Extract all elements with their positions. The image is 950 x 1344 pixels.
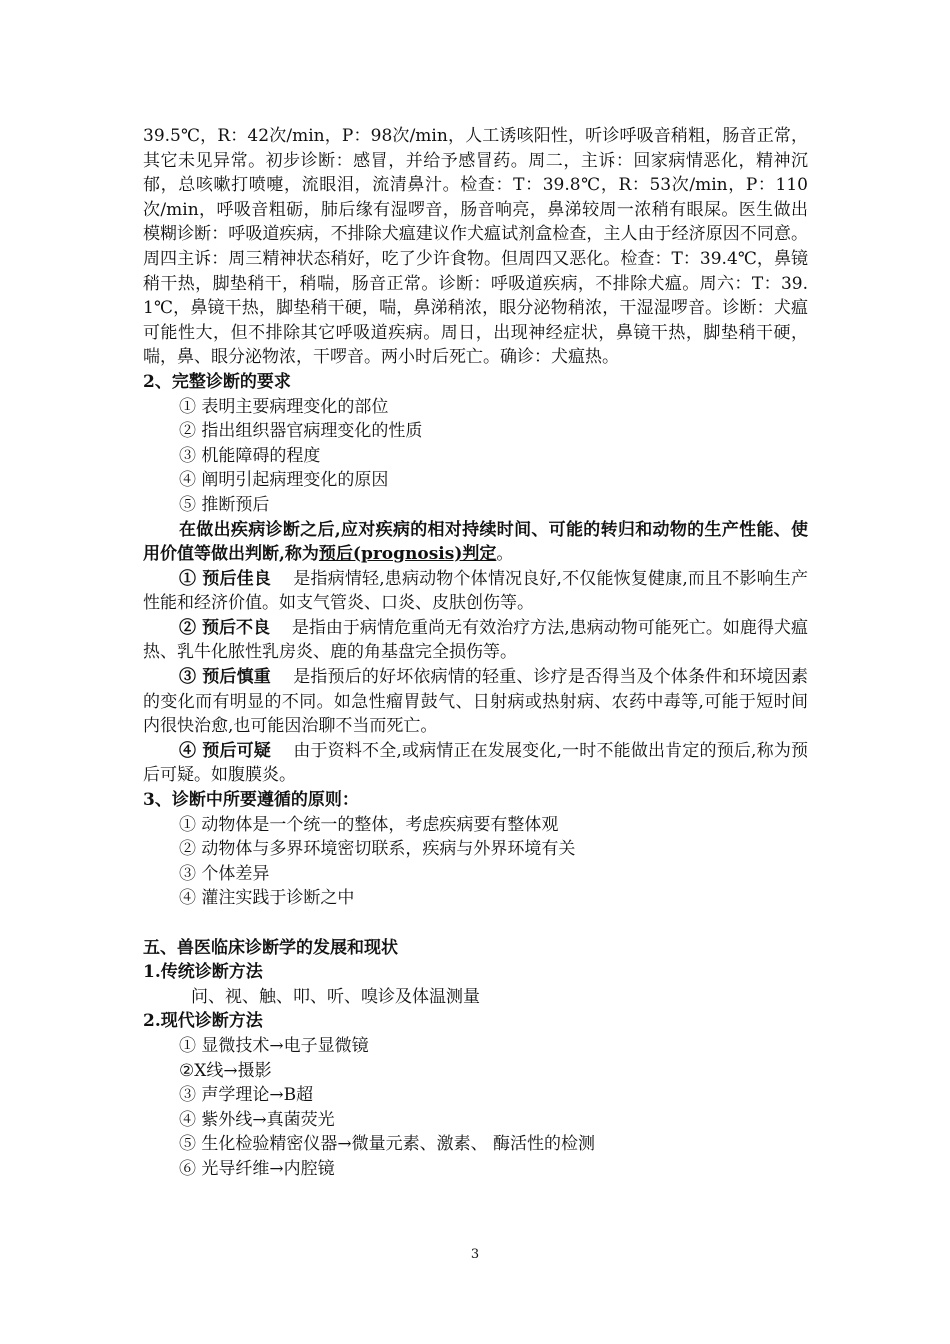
prognosis-type-1: [143, 567, 808, 616]
requirement-item-1: ① 表明主要病理变化的部位: [179, 396, 389, 417]
prognosis-type-label: ① 预后佳良: [179, 568, 271, 589]
modern-method-5: ⑤ 生化检验精密仪器→微量元素、激素、 酶活性的检测: [179, 1134, 596, 1155]
modern-method-4: ④ 紫外线→真菌荧光: [179, 1109, 335, 1130]
prognosis-type-text: 是指由于病情危重尚无有效治疗方法,患病动物可能死亡。如鹿得犬瘟热、乳牛化脓性乳房炎、鹿的角基盘完全损伤等。: [143, 617, 809, 663]
modern-method-6: ⑥ 光导纤维→内腔镜: [179, 1158, 335, 1179]
section-3-heading: 3、诊断中所要遵循的原则：: [143, 790, 359, 811]
principle-item-1: ① 动物体是一个统一的整体，考虑疾病要有整体观: [179, 814, 559, 835]
traditional-methods-heading: 1.传统诊断方法: [143, 962, 263, 983]
prognosis-type-text: 是指预后的好坏依病情的轻重、诊疗是否得当及个体条件和环境因素的变化而有明显的不同。如急性瘤胃鼓气、日射病或热射病、农药中毒等,可能于短时间内很快治愈,也可能因治聊不当而死亡。: [143, 667, 809, 737]
principle-item-3: ③ 个体差异: [179, 863, 270, 884]
modern-method-3: ③ 声学理论→B超: [179, 1085, 314, 1106]
requirement-item-5: ⑤ 推断预后: [179, 494, 270, 515]
prognosis-type-label: ③ 预后慎重: [179, 667, 271, 688]
prognosis-term: 预后(prognosis)判定: [318, 544, 497, 565]
prognosis-type-text: 由于资料不全,或病情正在发展变化,一时不能做出肯定的预后,称为预后可疑。如腹膜炎。: [143, 740, 808, 786]
principle-item-2: ② 动物体与多界环境密切联系，疾病与外界环境有关: [179, 839, 576, 860]
traditional-methods-text: 问、视、触、叩、听、嗅诊及体温测量: [191, 986, 480, 1007]
requirement-item-2: ② 指出组织器官病理变化的性质: [179, 421, 423, 442]
prognosis-definition-text: 在做出疾病诊断之后,应对疾病的相对持续时间、可能的转归和动物的生产性能、使用价值等做出判断,称为: [143, 519, 808, 565]
page-content: [143, 124, 808, 1182]
principle-item-4: ④ 灌注实践于诊断之中: [179, 888, 355, 909]
requirement-item-3: ③ 机能障碍的程度: [179, 445, 321, 466]
prognosis-type-2: [143, 616, 808, 665]
prognosis-type-3: [143, 665, 808, 739]
requirement-item-4: ④ 阐明引起病理变化的原因: [179, 470, 389, 491]
blank-line: [143, 911, 808, 936]
modern-method-1: ① 显微技术→电子显微镜: [179, 1035, 369, 1056]
prognosis-type-label: ④ 预后可疑: [179, 740, 271, 761]
modern-methods-heading: 2.现代诊断方法: [143, 1011, 263, 1032]
modern-method-2: ②X线→摄影: [179, 1060, 272, 1081]
prognosis-type-4: [143, 739, 808, 788]
prognosis-type-text: 是指病情轻,患病动物个体情况良好,不仅能恢复健康,而且不影响生产性能和经济价值。如支气管炎、口炎、皮肤创伤等。: [143, 568, 808, 614]
case-paragraph: 39.5℃，R：42次/min，P：98次/min，人工诱咳阳性，听诊呼吸音稍粗，肠音正常，其它未见异常。初步诊断：感冒，并给予感冒药。周二，主诉：回家病情恶化，精神沉郁，总咳嗽打喷嚏，流眼泪，流清鼻汁。检查：T：39.8℃，R：53次/min，P：110次/min，呼吸音粗砺，肺后缘有湿啰音，肠音响亮，鼻涕较周一浓稍有眼屎。医生做出模糊诊断：呼吸道疾病，不排除犬瘟建议作犬瘟试剂盒检查，主人由于经济原因不同意。周四主诉：周三精神状态稍好，吃了少许食物。但周四又恶化。检查：T：39.4℃，鼻镜稍干热，脚垫稍干，稍喘，肠音正常。诊断：呼吸道疾病，不排除犬瘟。周六：T：39.1℃，鼻镜干热，脚垫稍干硬，喘，鼻涕稍浓，眼分泌物稍浓，干湿湿啰音。诊断：犬瘟可能性大，但不排除其它呼吸道疾病。周日，出现神经症状，鼻镜干热，脚垫稍干硬，喘，鼻、眼分泌物浓，干啰音。两小时后死亡。确诊：犬瘟热。: [143, 126, 808, 368]
prognosis-period: 。: [496, 544, 514, 565]
page-number: 3: [470, 1247, 480, 1262]
section-5-heading: 五、兽医临床诊断学的发展和现状: [143, 937, 398, 958]
prognosis-definition: [143, 518, 808, 567]
section-2-heading: 2、完整诊断的要求: [143, 371, 291, 392]
prognosis-type-label: ② 预后不良: [179, 617, 271, 638]
